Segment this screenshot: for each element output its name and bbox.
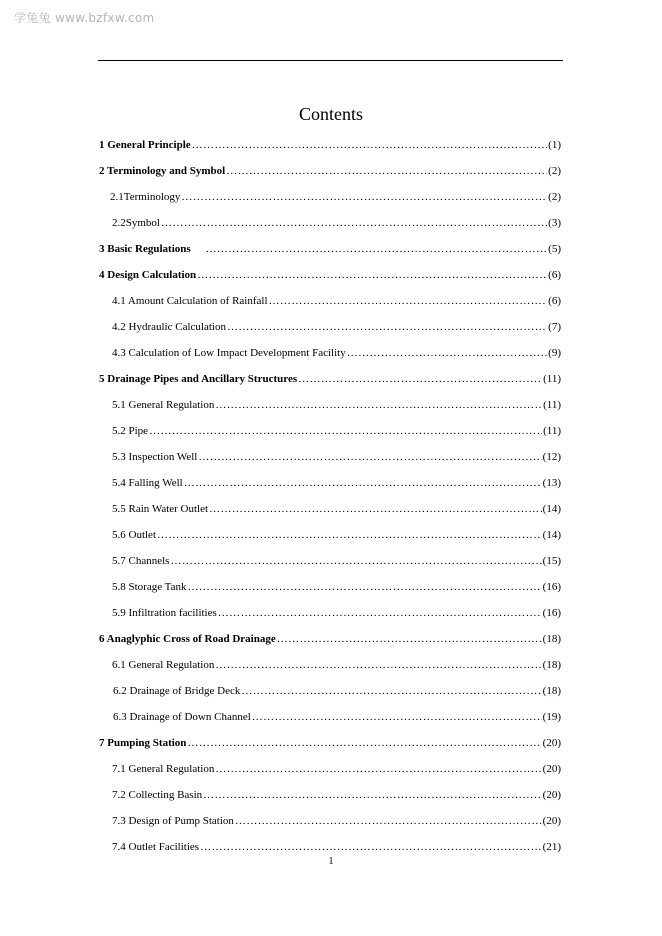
dot-leader	[209, 501, 542, 517]
page-title: Contents	[298, 104, 363, 124]
dot-leader	[187, 735, 541, 751]
toc-entry[interactable]	[99, 137, 561, 163]
toc-entry-page: (14)	[542, 529, 561, 541]
dot-leader	[205, 241, 547, 257]
dot-leader	[197, 267, 547, 283]
toc-entry-page: (18)	[542, 659, 561, 671]
toc-entry-page: (6)	[548, 295, 561, 307]
toc-entry-label: 7.2 Collecting Basin	[112, 789, 203, 801]
toc-entry[interactable]	[99, 605, 561, 631]
toc-entry-page: (13)	[542, 477, 561, 489]
toc-entry[interactable]	[99, 553, 561, 579]
toc-entry-label: 7 Pumping Station	[99, 737, 187, 749]
toc-entry-page: (19)	[542, 711, 561, 723]
toc-entry[interactable]	[99, 813, 561, 839]
dot-leader	[241, 683, 541, 699]
toc-entry-label: 6 Anaglyphic Cross of Road Drainage	[99, 633, 276, 645]
toc-entry-label: 6.1 General Regulation	[112, 659, 215, 671]
toc-entry[interactable]	[99, 423, 561, 449]
dot-leader	[170, 553, 541, 569]
toc-entry[interactable]	[99, 215, 561, 241]
dot-leader	[188, 579, 542, 595]
toc-entry[interactable]	[99, 787, 561, 813]
toc-entry-page: (11)	[543, 399, 561, 411]
dot-leader	[215, 397, 542, 413]
toc-entry-page: (20)	[542, 763, 561, 775]
dot-leader	[203, 787, 542, 803]
dot-leader	[277, 631, 542, 647]
dot-leader	[184, 475, 542, 491]
toc-entry[interactable]	[99, 397, 561, 423]
toc-entry-label: 5.2 Pipe	[112, 425, 149, 437]
watermark: 学兔兔 www.bzfxw.com	[14, 11, 155, 25]
dot-leader	[192, 137, 548, 153]
toc-entry-label: 5.7 Channels	[112, 555, 170, 567]
toc-entry-label: 5 Drainage Pipes and Ancillary Structures	[99, 373, 298, 385]
toc-entry-label: 4 Design Calculation	[99, 269, 197, 281]
dot-leader	[218, 605, 542, 621]
dot-leader	[227, 319, 547, 335]
toc-entry-label: 2 Terminology and Symbol	[99, 165, 226, 177]
toc-entry-page: (11)	[543, 425, 561, 437]
toc-entry-label: 4.3 Calculation of Low Impact Development Facility	[112, 347, 346, 359]
dot-leader	[215, 657, 541, 673]
toc-entry-page: (20)	[542, 737, 561, 749]
dot-leader	[200, 839, 542, 855]
toc-entry-page: (12)	[542, 451, 561, 463]
toc-entry-page: (20)	[542, 789, 561, 801]
dot-leader	[347, 345, 547, 361]
toc-entry[interactable]	[99, 579, 561, 605]
toc-entry-page: (11)	[543, 373, 561, 385]
table-of-contents	[99, 137, 561, 865]
toc-entry[interactable]	[99, 709, 561, 735]
toc-entry-page: (18)	[542, 633, 561, 645]
toc-entry-label: 4.1 Amount Calculation of Rainfall	[112, 295, 268, 307]
dot-leader	[269, 293, 548, 309]
dot-leader	[161, 215, 547, 231]
toc-entry[interactable]	[99, 371, 561, 397]
dot-leader	[215, 761, 541, 777]
dot-leader	[198, 449, 541, 465]
toc-entry-label: 5.4 Falling Well	[112, 477, 183, 489]
dot-leader	[235, 813, 542, 829]
toc-entry-label: 6.2 Drainage of Bridge Deck	[113, 685, 241, 697]
toc-entry-page: (6)	[548, 269, 561, 281]
toc-entry[interactable]	[99, 267, 561, 293]
toc-entry-page: (15)	[542, 555, 561, 567]
toc-entry[interactable]	[99, 527, 561, 553]
toc-entry-label: 7.4 Outlet Facilities	[112, 841, 200, 853]
toc-entry[interactable]	[99, 293, 561, 319]
toc-entry-page: (9)	[548, 347, 561, 359]
toc-entry[interactable]	[99, 319, 561, 345]
toc-entry-page: (14)	[542, 503, 561, 515]
toc-entry-label: 5.5 Rain Water Outlet	[112, 503, 209, 515]
toc-entry-page: (2)	[548, 191, 561, 203]
page-number: 1	[328, 856, 334, 867]
toc-entry-label: 2.1Terminology	[110, 191, 181, 203]
toc-entry-page: (7)	[548, 321, 561, 333]
dot-leader	[252, 709, 542, 725]
toc-entry[interactable]	[99, 345, 561, 371]
toc-entry-page: (20)	[542, 815, 561, 827]
toc-entry[interactable]	[99, 163, 561, 189]
dot-leader	[157, 527, 542, 543]
toc-entry-label: 2.2Symbol	[112, 217, 160, 229]
toc-entry-label: 5.6 Outlet	[112, 529, 156, 541]
toc-entry-label: 5.1 General Regulation	[112, 399, 215, 411]
header-rule	[98, 60, 563, 61]
dot-leader	[298, 371, 542, 387]
toc-entry-page: (1)	[548, 139, 561, 151]
toc-entry[interactable]	[99, 657, 561, 683]
toc-entry[interactable]	[99, 241, 561, 267]
dot-leader	[181, 189, 547, 205]
toc-entry[interactable]	[99, 189, 561, 215]
toc-entry-label: 5.8 Storage Tank	[112, 581, 187, 593]
toc-entry-page: (16)	[542, 607, 561, 619]
dot-leader	[226, 163, 547, 179]
toc-entry[interactable]	[99, 449, 561, 475]
toc-entry-page: (3)	[548, 217, 561, 229]
toc-entry-page: (5)	[548, 243, 561, 255]
dot-leader	[149, 423, 542, 439]
toc-entry-label: 3 Basic Regulations	[99, 243, 205, 255]
toc-entry-label: 7.3 Design of Pump Station	[112, 815, 234, 827]
toc-entry-label: 5.9 Infiltration facilities	[112, 607, 217, 619]
toc-entry[interactable]	[99, 735, 561, 761]
toc-entry-page: (2)	[548, 165, 561, 177]
toc-entry-label: 7.1 General Regulation	[112, 763, 215, 775]
toc-entry-label: 6.3 Drainage of Down Channel	[113, 711, 251, 723]
toc-entry[interactable]	[99, 501, 561, 527]
toc-entry-page: (18)	[542, 685, 561, 697]
toc-entry-label: 5.3 Inspection Well	[112, 451, 198, 463]
toc-entry-page: (16)	[542, 581, 561, 593]
toc-entry-page: (21)	[542, 841, 561, 853]
toc-entry[interactable]	[99, 475, 561, 501]
toc-entry-label: 4.2 Hydraulic Calculation	[112, 321, 226, 333]
toc-entry[interactable]	[99, 631, 561, 657]
toc-entry-label: 1 General Principle	[99, 139, 191, 151]
toc-entry[interactable]	[99, 761, 561, 787]
toc-entry[interactable]	[99, 683, 561, 709]
